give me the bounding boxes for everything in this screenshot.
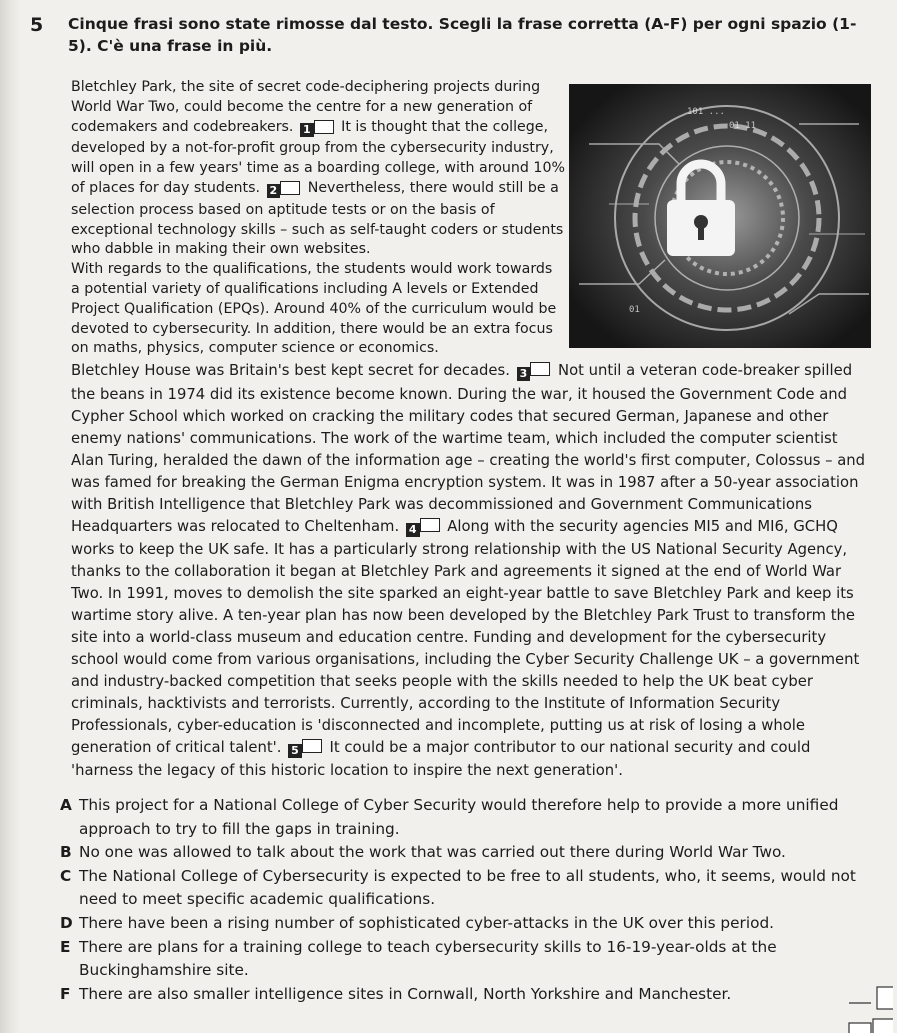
padlock-circuit-image: [569, 84, 871, 348]
option-d[interactable]: D There have been a rising number of sophisticated cyber-attacks in the UK over this period.: [60, 913, 775, 932]
paragraph-1a: Bletchley Park, the site of secret code-deciphering projects during World War Two, could become the centre for a new generation of codemakers and codebreakers.: [71, 79, 541, 135]
paragraph-2: With regards to the qualifications, the students would work towards a potential variety of qualifications including A levels or Extended Project Qualification (EPQs). Around 40% of the curriculum would be devoted to cybersecurity. In addition, there would be an extra focus on maths, physics, computer science or economics.: [71, 261, 557, 357]
answer-boxes[interactable]: [847, 985, 893, 1033]
page-edge-shadow: [0, 0, 20, 1033]
gap-3[interactable]: 3: [517, 362, 551, 384]
paragraph-1b: It is thought that the college, developed by a not-for-profit group from the cybersecurity industry, will open in a few years' time as a boarding college, with around 10% of places for day students.: [71, 118, 565, 196]
paragraph-3c: Along with the security agencies MI5 and MI6, GCHQ works to keep the UK safe. It has a particularly strong relationship with the US National Security Agency, thanks to the collaboration it began at Bletchley Park and agreements it signed at the end of World War Two. In 1991, moves to demolish the site sparked an eight-year battle to save Bletchley Park and keep its wartime story alive. A ten-year plan has now been developed by the Bletchley Park Trust to transform the site into a world-class museum and education centre. Funding and development for the cybersecurity school would come from various organisations, including the Cyber Security Challenge UK – a government and industry-backed competition that seeks people with the skills needed to help the UK beat cyber criminals, hacktivists and terrorists. Currently, according to the Institute of Information Security Professionals, cyber-education is 'disconnected and incomplete, putting us at risk of losing a whole generation of critical talent'.: [71, 517, 860, 756]
image-text-2: 101 ...: [687, 107, 725, 117]
option-e[interactable]: E There are plans for a training college to teach cybersecurity skills to 16-19-year-olds at the Buckinghamshire site.: [60, 937, 777, 980]
gap-5[interactable]: 5: [288, 739, 322, 761]
exercise-number: 5: [30, 14, 44, 36]
paragraph-3a: Bletchley House was Britain's best kept secret for decades.: [71, 362, 510, 380]
image-text-1: 01 11: [729, 121, 757, 131]
options-list: [60, 794, 870, 1006]
gap-1[interactable]: 1: [300, 120, 334, 140]
image-text-3: 01: [629, 305, 640, 315]
option-a[interactable]: A This project for a National College of Cyber Security would therefore help to provide a more unified approach to try to fill the gaps in training.: [60, 796, 839, 838]
option-b[interactable]: B No one was allowed to talk about the work that was carried out there during World War Two.: [60, 843, 786, 862]
article: [71, 78, 871, 782]
option-f[interactable]: F There are also smaller intelligence sites in Cornwall, North Yorkshire and Manchester.: [60, 984, 732, 1003]
paragraph-3d: It could be a major contributor to our national security and could 'harness the legacy of this historic location to inspire the next generation'.: [71, 738, 811, 780]
gap-4[interactable]: 4: [406, 518, 440, 540]
option-c[interactable]: C The National College of Cybersecurity is expected to be free to all students, who, it seems, would not need to meet specific academic qualifications.: [60, 866, 856, 909]
exercise-instructions: Cinque frasi sono state rimosse dal testo. Scegli la frase corretta (A-F) per ogni spazio (1-5). C'è una frase in più.: [68, 15, 857, 55]
paragraph-3: [71, 360, 871, 782]
paragraph-3b: Not until a veteran code-breaker spilled the beans in 1974 did its existence become known. During the war, it housed the Government Code and Cypher School which worked on cracking the military codes that secured German, Japanese and other enemy nations' communications. The work of the wartime team, which included the computer scientist Alan Turing, heralded the dawn of the information age – creating the world's first computer, Colossus – and was famed for breaking the German Enigma encryption system. It was in 1987 after a 50-year association with British Intelligence that Bletchley Park was decommissioned and Government Communications Headquarters was relocated to Cheltenham.: [71, 362, 866, 535]
paragraph-1c: Nevertheless, there would still be a selection process based on aptitude tests or on the basis of exceptional technology skills – such as self-taught coders or students who dabble in making their own websites.: [71, 179, 564, 258]
gap-2[interactable]: 2: [267, 181, 301, 201]
